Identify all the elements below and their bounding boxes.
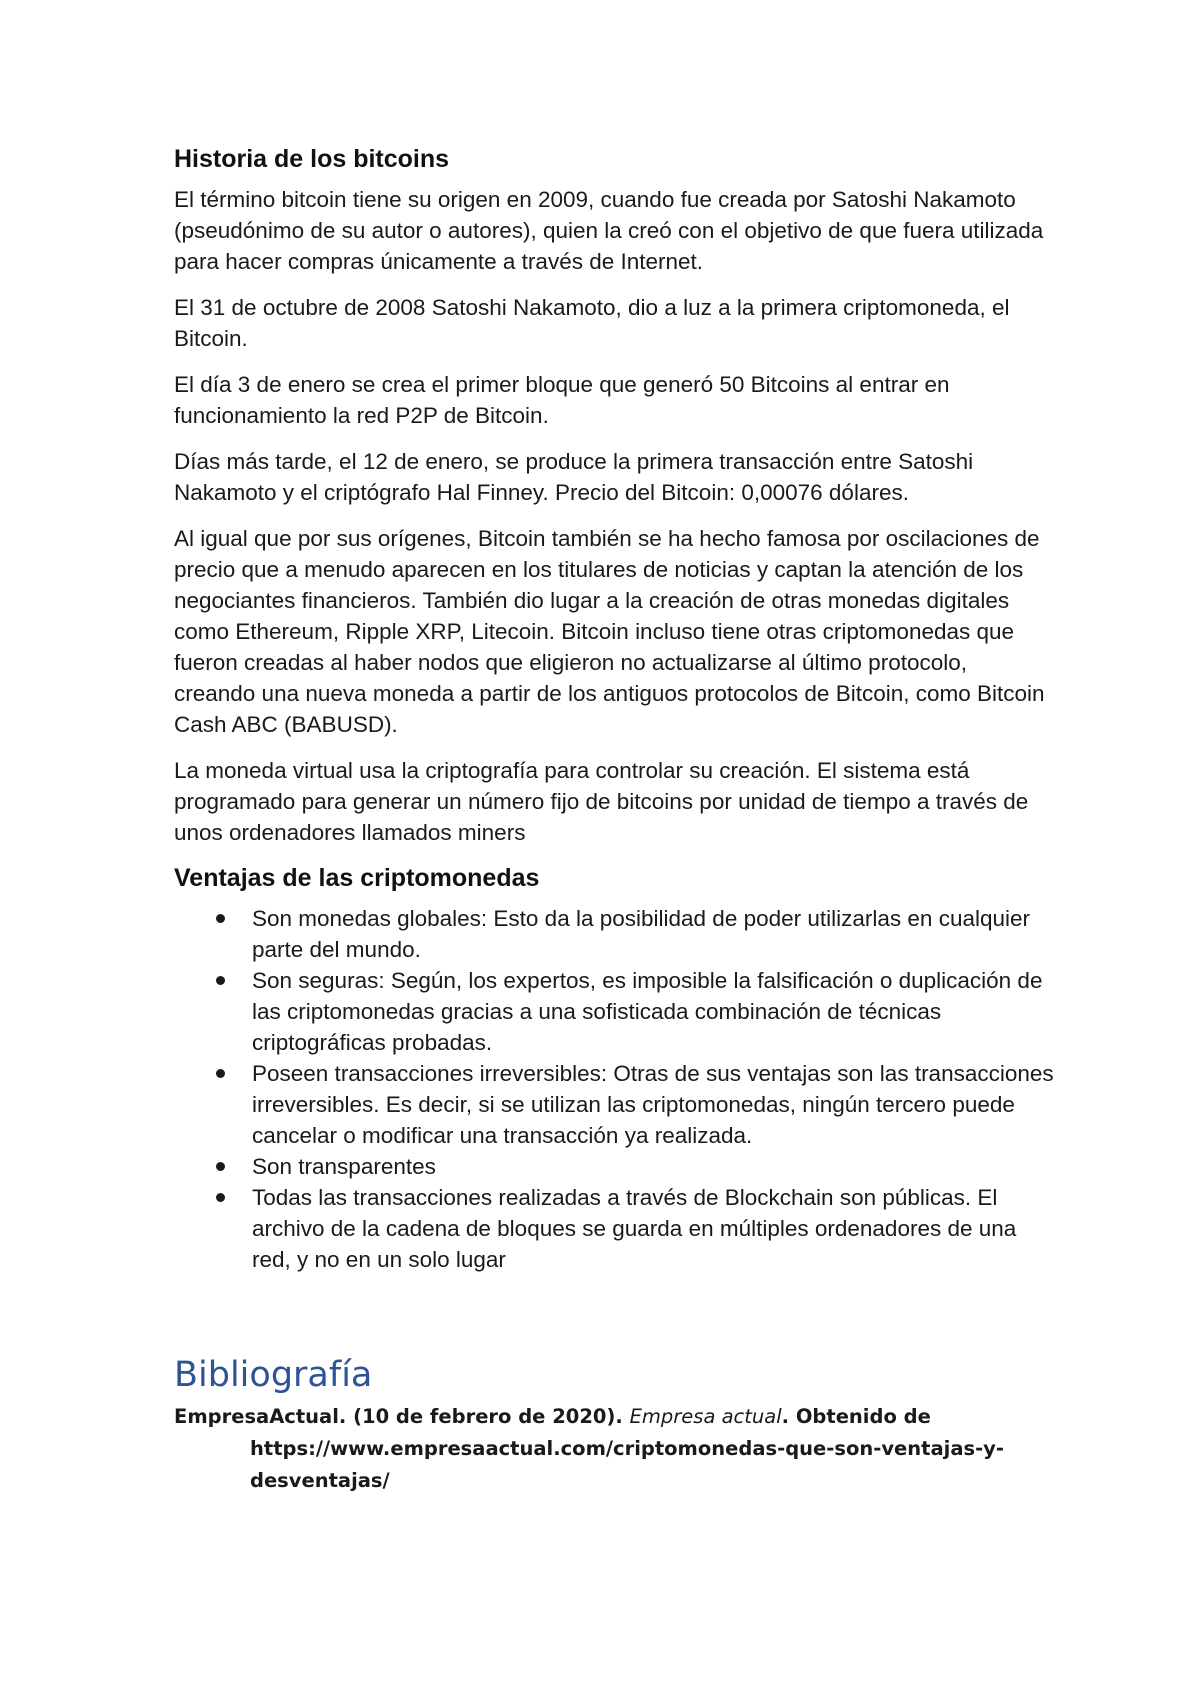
document-page — [174, 130, 1054, 1497]
advantages-list-item — [174, 965, 1054, 1058]
history-paragraph: El término bitcoin tiene su origen en 2009, cuando fue creada por Satoshi Nakamoto (pseudónimo de su autor o autores), quien la creó con el objetivo de que fuera utilizada para hacer compras únicamente a través de Internet. — [174, 187, 1044, 274]
bibliography-heading: Bibliografía — [174, 1355, 373, 1395]
advantages-item-text: Son monedas globales: Esto da la posibilidad de poder utilizarlas en cualquier parte del mundo. — [252, 906, 1030, 962]
advantages-item-text: Son transparentes — [252, 1154, 436, 1179]
bullet-icon — [216, 976, 225, 985]
bibliography-author-date: EmpresaActual. (10 de febrero de 2020). — [174, 1405, 630, 1428]
advantages-item-text: Son seguras: Según, los expertos, es imposible la falsificación o duplicación de las criptomonedas gracias a una sofisticada combinación de técnicas criptográficas probadas. — [252, 968, 1043, 1055]
bibliography-source: . Obtenido de https://www.empresaactual.com/criptomonedas-que-son-ventajas-y-desventajas/ — [250, 1405, 1004, 1492]
bullet-icon — [216, 1193, 225, 1202]
advantages-heading: Ventajas de las criptomonedas — [174, 864, 540, 892]
bullet-icon — [216, 1069, 225, 1078]
history-paragraph: Días más tarde, el 12 de enero, se produce la primera transacción entre Satoshi Nakamoto y el criptógrafo Hal Finney. Precio del Bitcoin: 0,00076 dólares. — [174, 449, 974, 505]
bibliography-entry — [174, 1401, 1050, 1497]
advantages-list-item — [174, 903, 1054, 965]
advantages-item-text: Todas las transacciones realizadas a través de Blockchain son públicas. El archivo de la cadena de bloques se guarda en múltiples ordenadores de una red, y no en un solo lugar — [252, 1185, 1017, 1272]
bullet-icon — [216, 914, 225, 923]
bibliography-title: Empresa actual — [629, 1405, 782, 1428]
history-paragraph: El 31 de octubre de 2008 Satoshi Nakamoto, dio a luz a la primera criptomoneda, el Bitcoin. — [174, 295, 1010, 351]
advantages-item-text: Poseen transacciones irreversibles: Otras de sus ventajas son las transacciones irreversibles. Es decir, si se utilizan las criptomonedas, ningún tercero puede cancelar o modificar una transacción ya realizada. — [252, 1061, 1054, 1148]
advantages-list-item — [174, 1182, 1054, 1275]
history-heading: Historia de los bitcoins — [174, 145, 450, 173]
advantages-list-item — [174, 1151, 1054, 1182]
bullet-icon — [216, 1162, 225, 1171]
advantages-list — [174, 903, 1054, 1275]
history-paragraph: Al igual que por sus orígenes, Bitcoin también se ha hecho famosa por oscilaciones de precio que a menudo aparecen en los titulares de noticias y captan la atención de los negociantes financieros. También dio lugar a la creación de otras monedas digitales como Ethereum, Ripple XRP, Litecoin. Bitcoin incluso tiene otras criptomonedas que fueron creadas al haber nodos que eligieron no actualizarse al último protocolo, creando una nueva moneda a partir de los antiguos protocolos de Bitcoin, como Bitcoin Cash ABC (BABUSD). — [174, 526, 1045, 737]
advantages-list-item — [174, 1058, 1054, 1151]
history-paragraph: La moneda virtual usa la criptografía para controlar su creación. El sistema está programado para generar un número fijo de bitcoins por unidad de tiempo a través de unos ordenadores llamados miners — [174, 758, 1029, 845]
history-paragraph: El día 3 de enero se crea el primer bloque que generó 50 Bitcoins al entrar en funcionamiento la red P2P de Bitcoin. — [174, 372, 950, 428]
